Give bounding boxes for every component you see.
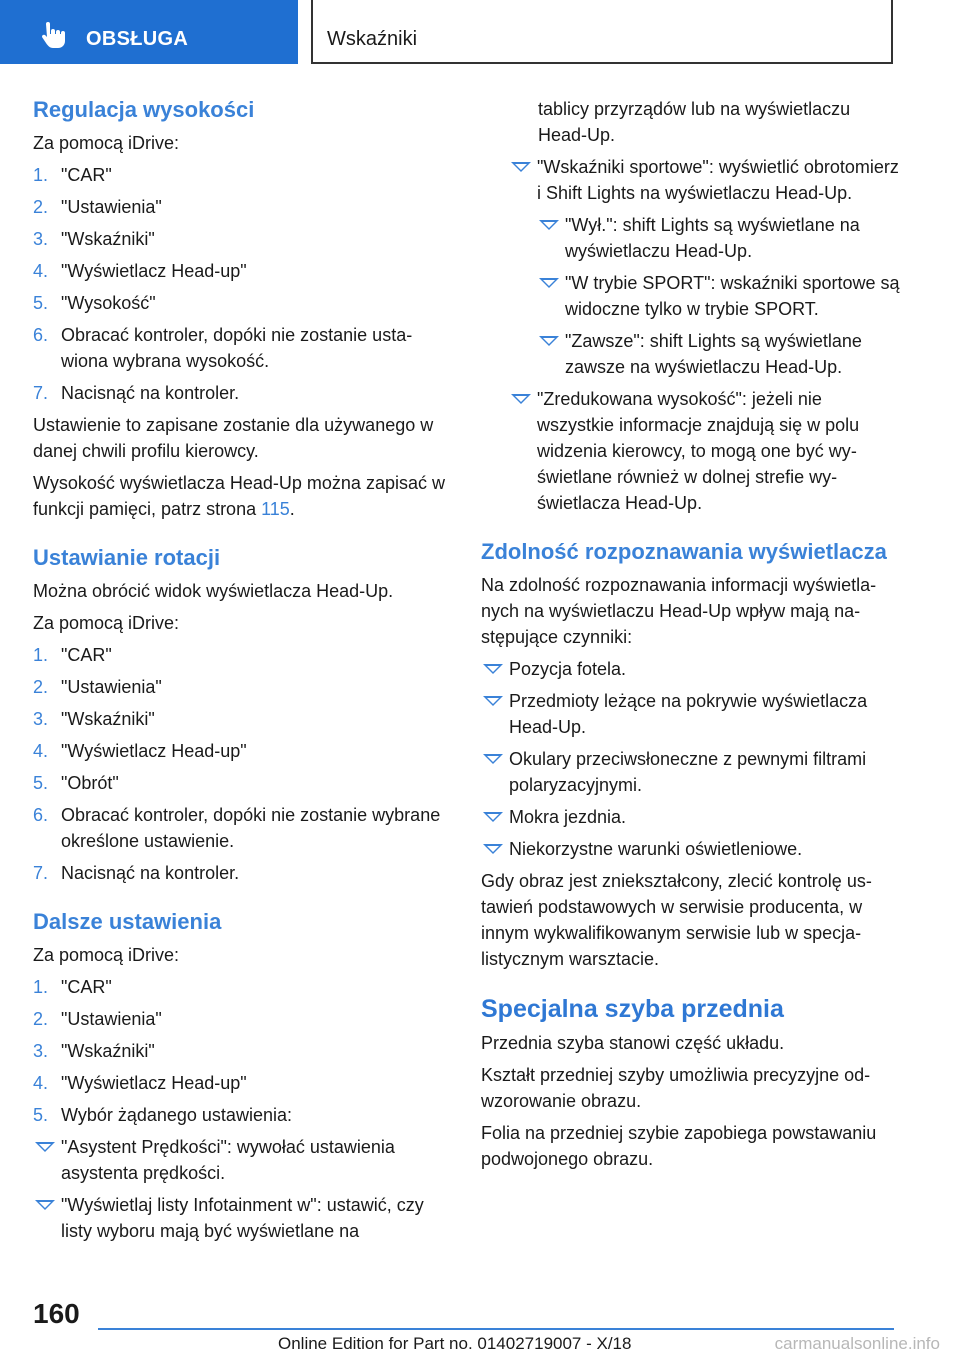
step-text: "Obrót" [61,773,119,793]
step-text: "CAR" [61,977,112,997]
step-number: 1. [33,645,49,665]
step-number: 3. [33,229,49,249]
step-number: 1. [33,977,49,997]
intro-text: Za pomocą iDrive: [33,133,180,153]
step-text: "Wskaźniki" [61,709,155,729]
paragraph: Można obrócić widok wyświetlacza Head-Up. [33,581,394,601]
page-link[interactable]: 115 [261,499,290,519]
page-number: 160 [33,1298,80,1329]
list-item [537,270,901,322]
list-item [33,1134,453,1186]
list-item [33,802,453,854]
list-item [33,290,453,316]
step-number: 2. [33,197,49,217]
list-item [33,860,453,886]
bullet-list [481,656,901,862]
triangle-bullet-icon [511,162,531,172]
triangle-bullet-icon [483,812,503,822]
intro-text: Za pomocą iDrive: [33,613,180,633]
right-column [481,96,901,1178]
list-item [33,974,453,1000]
list-item [537,212,901,264]
paragraph: Przednia szyba stanowi część układu. [481,1033,785,1053]
paragraph-end: . [289,499,295,519]
bullet-text: "Zredukowana wysokość": jeżeli nie wszystkie informacje znajdują się w polu widzenia kierowcy, to mogą one być wyświetlane również w dolnej strefie wyświetlacza Head-Up. [537,389,860,513]
list-item [33,674,453,700]
paragraph: Na zdolność rozpoznawania informacji wyświetlanych na wyświetlaczu Head-Up wpływ mają następujące czynniki: [481,575,877,647]
sub-bullet-list [481,212,901,380]
step-number: 1. [33,165,49,185]
step-number: 2. [33,677,49,697]
list-item [537,328,901,380]
list-item [33,194,453,220]
hand-pointer-icon [38,20,68,50]
list-item [33,162,453,188]
step-text: "CAR" [61,645,112,665]
list-item [33,1006,453,1032]
list-item [33,1102,453,1128]
list-item [33,226,453,252]
list-item [33,380,453,406]
paragraph: Folia na przedniej szybie zapobiega powstawaniu podwojonego obrazu. [481,1123,877,1169]
step-text: "Wskaźniki" [61,229,155,249]
bullet-text: Okulary przeciwsłoneczne z pewnymi filtrami polaryzacyjnymi. [509,749,867,795]
paragraph: Kształt przedniej szyby umożliwia precyzyjne odwzorowanie obrazu. [481,1065,871,1111]
step-number: 4. [33,741,49,761]
step-text: "Ustawienia" [61,197,162,217]
heading-rotation: Ustawianie rotacji [33,545,221,570]
section-header [311,0,893,64]
left-column [33,96,453,1250]
chapter-tab [0,0,298,64]
paragraph-text: Wysokość wyświetlacza Head-Up można zapisać w funkcji pamięci, patrz strona [33,473,445,519]
heading-readability: Zdolność rozpoznawania wyświetlacza [481,539,887,564]
bullet-list [33,1134,453,1244]
triangle-bullet-icon [483,664,503,674]
triangle-bullet-icon [483,696,503,706]
list-item [33,1038,453,1064]
list-item [33,770,453,796]
list-item [481,688,901,740]
triangle-bullet-icon [483,844,503,854]
list-item [33,258,453,284]
step-number: 3. [33,709,49,729]
paragraph: Ustawienie to zapisane zostanie dla używanego w danej chwili profilu kierowcy. [33,415,434,461]
list-item [33,706,453,732]
bullet-text: "Wyświetlaj listy Infotainment w": ustawić, czy listy wyboru mają być wyświetlane na [61,1195,424,1241]
step-number: 5. [33,1105,49,1125]
step-number: 4. [33,261,49,281]
step-number: 5. [33,293,49,313]
bullet-list [481,386,901,516]
heading-height-adjust: Regulacja wysokości [33,97,255,122]
list-item [33,1070,453,1096]
list-item [509,386,901,516]
bullet-text: "W trybie SPORT": wskaźniki sportowe są widoczne tylko w trybie SPORT. [565,273,900,319]
triangle-bullet-icon [483,754,503,764]
triangle-bullet-icon [511,394,531,404]
step-text: "Ustawienia" [61,1009,162,1029]
list-item [481,746,901,798]
step-text: "CAR" [61,165,112,185]
step-number: 3. [33,1041,49,1061]
step-text: "Wyświetlacz Head-up" [61,261,247,281]
step-number: 7. [33,863,49,883]
list-item [481,656,901,682]
steps-list [33,642,453,886]
continued-text: tablicy przyrządów lub na wyświetlaczu Head-Up. [538,99,851,145]
section-title: Wskaźniki [327,28,418,50]
step-text: "Wyświetlacz Head-up" [61,1073,247,1093]
list-item [33,738,453,764]
step-text: "Wskaźniki" [61,1041,155,1061]
step-number: 4. [33,1073,49,1093]
step-text: Obracać kontroler, dopóki nie zostanie wybrane określone ustawienie. [61,805,441,851]
step-text: "Wysokość" [61,293,156,313]
step-number: 2. [33,1009,49,1029]
bullet-text: Pozycja fotela. [509,659,627,679]
bullet-text: "Wył.": shift Lights są wyświetlane na wyświetlaczu Head-Up. [565,215,860,261]
steps-list [33,162,453,406]
bullet-list [481,154,901,206]
step-text: "Ustawienia" [61,677,162,697]
steps-list [33,974,453,1128]
list-item [481,836,901,862]
triangle-bullet-icon [539,220,559,230]
step-text: Wybór żądanego ustawienia: [61,1105,292,1125]
step-number: 6. [33,805,49,825]
chapter-label: OBSŁUGA [86,28,189,50]
step-number: 5. [33,773,49,793]
step-text: Nacisnąć na kontroler. [61,863,240,883]
step-text: Obracać kontroler, dopóki nie zostanie ustawiona wybrana wysokość. [61,325,413,371]
list-item [33,642,453,668]
heading-further-settings: Dalsze ustawienia [33,909,222,934]
list-item [33,1192,453,1244]
edition-text: Online Edition for Part no. 01402719007 - X/18 [278,1334,632,1353]
intro-text: Za pomocą iDrive: [33,945,180,965]
step-number: 6. [33,325,49,345]
triangle-bullet-icon [35,1200,55,1210]
bullet-text: Przedmioty leżące na pokrywie wyświetlacza Head-Up. [509,691,868,737]
footer-divider [98,1328,894,1330]
list-item [509,154,901,206]
step-text: Nacisnąć na kontroler. [61,383,240,403]
triangle-bullet-icon [35,1142,55,1152]
heading-special-windshield: Specjalna szyba przednia [481,995,784,1023]
list-item [481,804,901,830]
bullet-text: "Wskaźniki sportowe": wyświetlić obrotomierz i Shift Lights na wyświetlaczu Head-Up. [537,157,899,203]
step-number: 7. [33,383,49,403]
bullet-text: "Asystent Prędkości": wywołać ustawienia asystenta prędkości. [61,1137,395,1183]
bullet-text: "Zawsze": shift Lights są wyświetlane zawsze na wyświetlaczu Head-Up. [565,331,862,377]
watermark: carmanualsonline.info [774,1334,940,1353]
bullet-text: Niekorzystne warunki oświetleniowe. [509,839,803,859]
list-item [33,322,453,374]
paragraph: Gdy obraz jest zniekształcony, zlecić kontrolę ustawień podstawowych w serwisie producenta, w innym wykwalifikowanym serwisie lub w specjalistycznym warsztacie. [481,871,872,969]
step-text: "Wyświetlacz Head-up" [61,741,247,761]
paragraph [33,470,453,522]
triangle-bullet-icon [539,336,559,346]
triangle-bullet-icon [539,278,559,288]
bullet-text: Mokra jezdnia. [509,807,627,827]
